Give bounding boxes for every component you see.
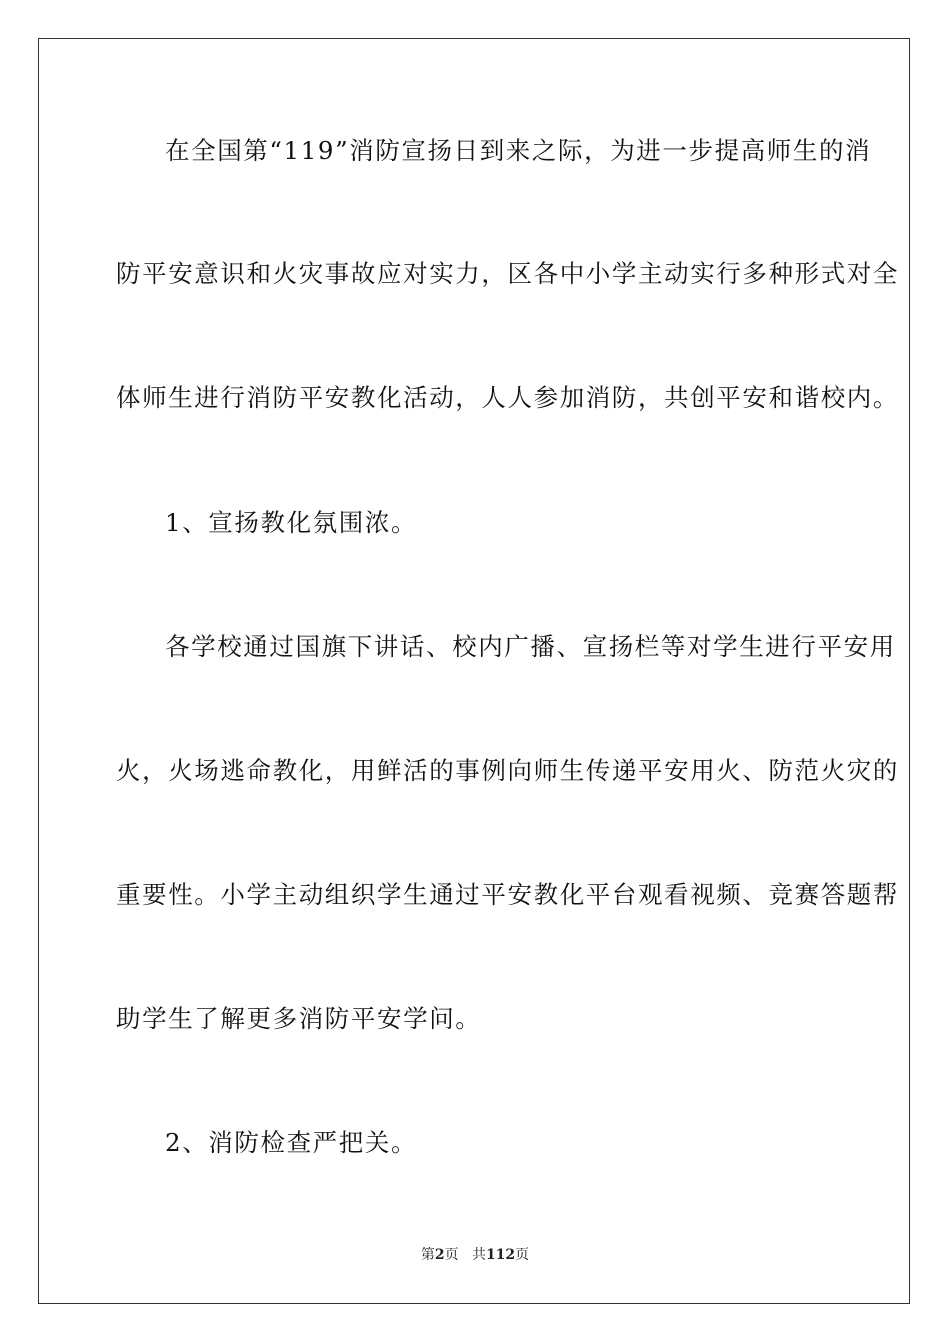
paragraph-line: 体师生进行消防平安教化活动，人人参加消防，共创平安和谐校内。	[116, 383, 899, 412]
total-prefix: 共	[471, 1247, 486, 1263]
page-number: 2	[434, 1247, 445, 1263]
paragraph-line: 重要性。小学主动组织学生通过平安教化平台观看视频、竞赛答题帮	[116, 880, 899, 909]
total-pages: 112	[485, 1247, 516, 1263]
page-prefix: 第	[420, 1247, 435, 1263]
paragraph-line: 在全国第“119”消防宣扬日到来之际，为进一步提高师生的消	[165, 136, 872, 165]
paragraph-line: 助学生了解更多消防平安学问。	[116, 1004, 482, 1033]
page-border	[38, 38, 910, 1304]
page-footer	[0, 1246, 950, 1264]
page-suffix: 页	[444, 1247, 459, 1263]
paragraph-line: 防平安意识和火灾事故应对实力，区各中小学主动实行多种形式对全	[116, 259, 899, 288]
section-heading-1: 1、宣扬教化氛围浓。	[165, 508, 418, 537]
paragraph-line: 火，火场逃命教化，用鲜活的事例向师生传递平安用火、防范火灾的	[116, 756, 899, 785]
section-heading-2: 2、消防检查严把关。	[165, 1128, 418, 1157]
total-suffix: 页	[515, 1247, 530, 1263]
paragraph-line: 各学校通过国旗下讲话、校内广播、宣扬栏等对学生进行平安用	[165, 632, 896, 661]
